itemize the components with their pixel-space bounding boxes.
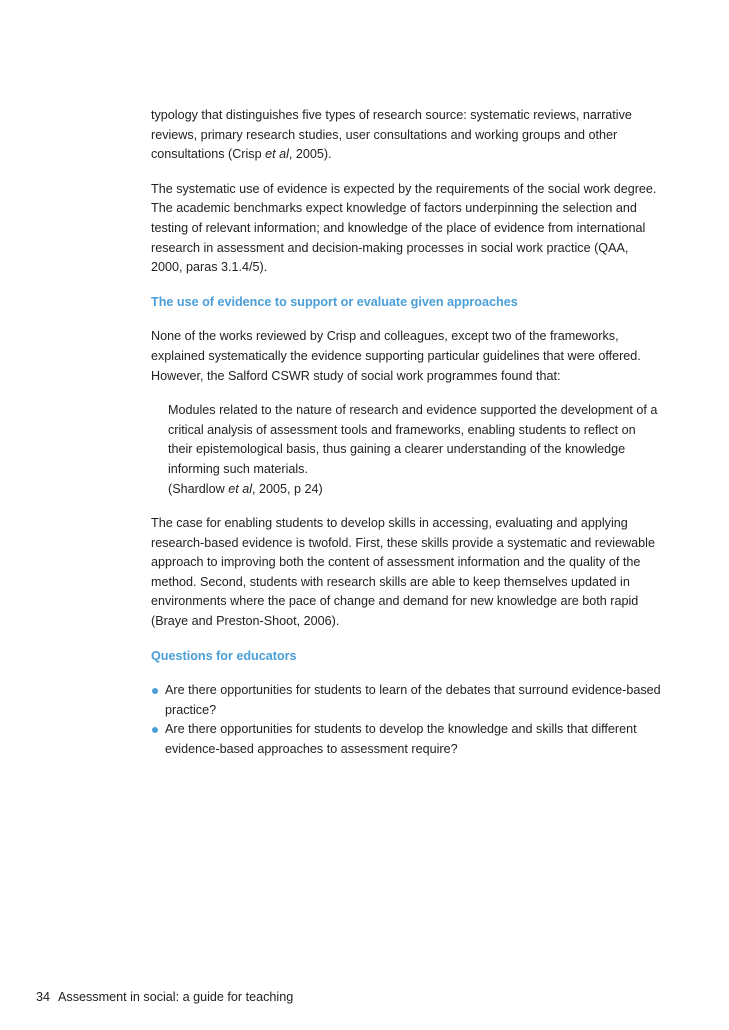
question-list <box>151 681 663 759</box>
bullet-icon <box>152 727 158 733</box>
page-body <box>151 106 663 760</box>
page-footer <box>36 988 293 1006</box>
section-heading-use-of-evidence: The use of evidence to support or evaluate given approaches <box>151 294 518 309</box>
section-heading-questions: Questions for educators <box>151 648 297 663</box>
question-item: Are there opportunities for students to develop the knowledge and skills that different evidence-based approaches to assessment require? <box>151 720 663 759</box>
paragraph-works-reviewed: None of the works reviewed by Crisp and colleagues, except two of the frameworks, explained systematically the evidence supporting particular guidelines that were offered. However, the Salford CSWR study of social work programmes found that: <box>151 329 641 383</box>
question-item: Are there opportunities for students to learn of the debates that surround evidence-based practice? <box>151 681 663 720</box>
paragraph-typology: typology that distinguishes five types of research source: systematic reviews, narrative reviews, primary research studies, user consultations and working groups and other consultations (Crisp et al, 2005). <box>151 108 632 162</box>
paragraph-case-for-skills: The case for enabling students to develop skills in accessing, evaluating and applying research-based evidence is twofold. First, these skills provide a systematic and reviewable approach to improving both the content of assessment information and the quality of the method. Second, students with research skills are able to keep themselves updated in environments where the pace of change and demand for new knowledge are both rapid (Braye and Preston-Shoot, 2006). <box>151 516 655 629</box>
quote-text: Modules related to the nature of research and evidence supported the development of a critical analysis of assessment tools and frameworks, enabling students to reflect on their epistemological basis, thus gaining a clearer understanding of the knowledge informing such materials. <box>168 403 658 476</box>
running-title: Assessment in social: a guide for teaching <box>58 990 294 1004</box>
quote-citation: (Shardlow et al, 2005, p 24) <box>168 481 323 496</box>
block-quote <box>168 401 663 499</box>
paragraph-systematic-use: The systematic use of evidence is expected by the requirements of the social work degree. The academic benchmarks expect knowledge of factors underpinning the selection and testing of relevant information; and knowledge of the place of evidence from international research in assessment and decision-making processes in social work practice (QAA, 2000, paras 3.1.4/5). <box>151 181 657 275</box>
page-number: 34 <box>36 990 51 1004</box>
bullet-icon <box>152 688 158 694</box>
